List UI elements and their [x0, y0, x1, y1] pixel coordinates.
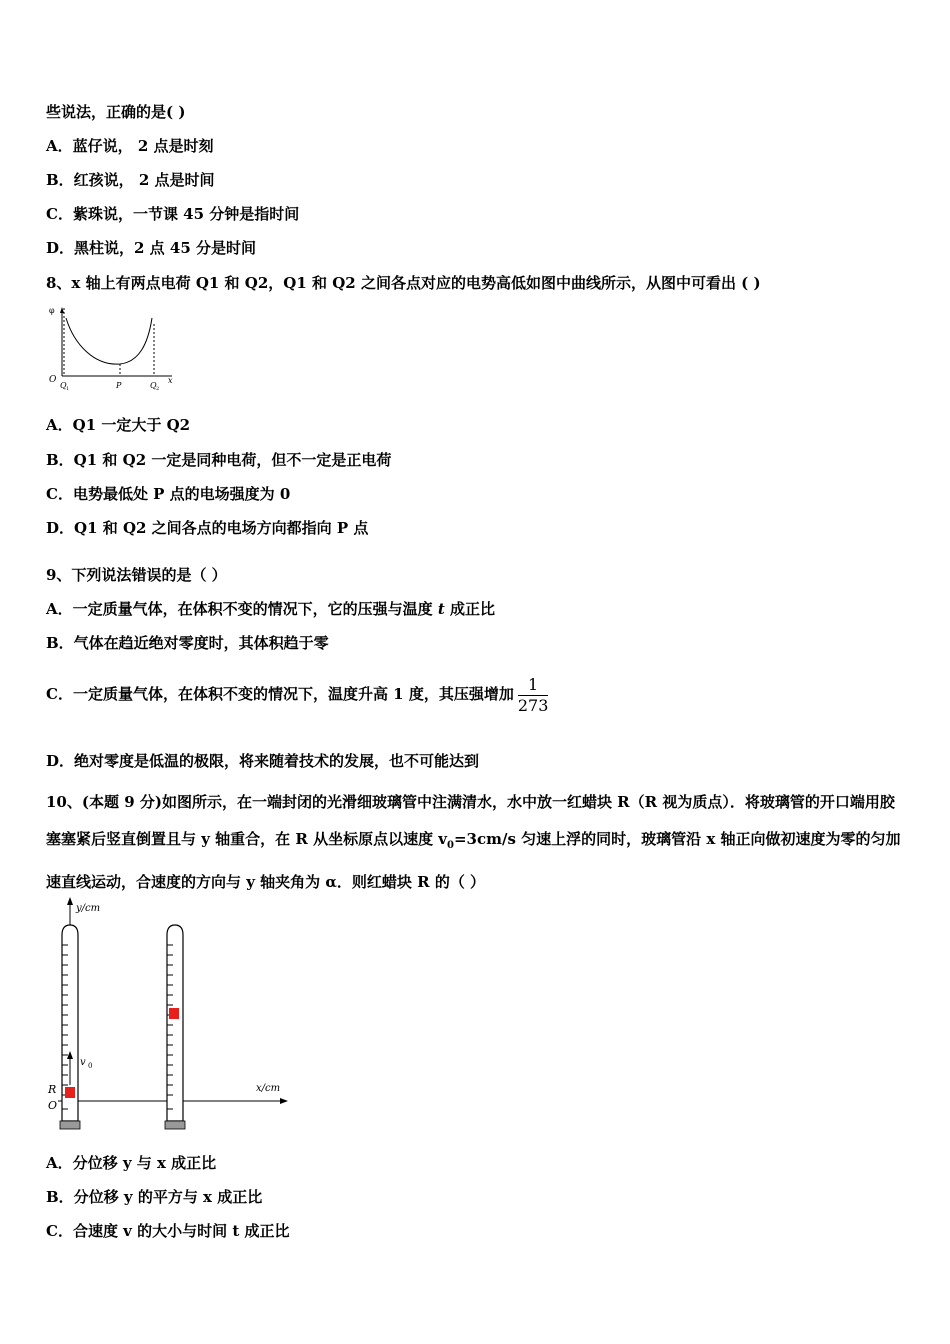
q8-fig-q2-sub: 2	[156, 386, 160, 392]
q10-option-b: B．分位移 y 的平方与 x 成正比	[46, 1188, 263, 1206]
q8-potential-figure	[44, 304, 190, 392]
q7-option-a: A．蓝仔说， 2 点是时刻	[46, 137, 214, 155]
q7-option-b: B．红孩说， 2 点是时间	[46, 171, 215, 189]
q10-option-a: A．分位移 y 与 x 成正比	[46, 1154, 217, 1172]
q8-stem: 8、x 轴上有两点电荷 Q1 和 Q2，Q1 和 Q2 之间各点对应的电势高低如图中曲线所示，从图中可看出 ( )	[46, 274, 761, 292]
q8-option-d: D．Q1 和 Q2 之间各点的电场方向都指向 P 点	[46, 519, 369, 537]
q10-red-block-later	[169, 1008, 179, 1019]
q10-fig-o-label: O	[48, 1099, 58, 1112]
q8-fig-q1-sub: 1	[66, 386, 70, 392]
q10-red-block-start	[65, 1087, 75, 1098]
q10-fig-y-label: y/cm	[76, 903, 101, 914]
q8-fig-q1: Q	[60, 381, 67, 390]
q7-option-d: D．黑柱说，2 点 45 分是时间	[46, 239, 256, 257]
q8-fig-q2: Q	[150, 381, 157, 390]
q7-stem-tail: 些说法，正确的是( )	[46, 103, 186, 121]
q9-option-d: D．绝对零度是低温的极限，将来随着技术的发展，也不可能达到	[46, 752, 480, 770]
q8-fig-y-label: φ	[49, 306, 55, 315]
q7-option-c: C．紫珠说，一节课 45 分钟是指时间	[46, 205, 300, 223]
q10-fig-x-label: x/cm	[256, 1083, 281, 1094]
q9-fraction: $\frac{1}{273}$	[517, 674, 549, 715]
q9-option-c: C．一定质量气体，在体积不变的情况下，温度升高 1 度，其压强增加 $\frac{1}{273}$	[46, 674, 549, 715]
q10-stem: 10、(本题 9 分)如图所示，在一端封闭的光滑细玻璃管中注满清水，水中放一红蜡块 R（R 视为质点）．将玻璃管的开口端用胶塞塞紧后竖直倒置且与 y 轴重合，在 R 从坐标原点以速度 $v_0=3cm/s$ 匀速上浮的同时，玻璃管沿 x 轴正向做初速度为零的匀加速直线运动，合速度的方向与 y 轴夹角为 α．则红蜡块 R 的（ ）	[46, 793, 901, 891]
q8-option-b: B．Q1 和 Q2 一定是同种电荷，但不一定是正电荷	[46, 451, 392, 469]
q9-option-b: B．气体在趋近绝对零度时，其体积趋于零	[46, 634, 329, 652]
q8-fig-p: P	[116, 381, 122, 390]
q8-fig-x-label: x	[168, 376, 173, 385]
q8-option-c: C．电势最低处 P 点的电场强度为 0	[46, 485, 291, 503]
q8-option-a: A．Q1 一定大于 Q2	[46, 416, 191, 434]
q9-option-a-var: t	[437, 600, 445, 618]
q8-fig-origin: O	[49, 375, 57, 385]
q10-fig-v-label: v	[80, 1057, 86, 1068]
q10-option-c: C．合速度 v 的大小与时间 t 成正比	[46, 1222, 290, 1240]
q9-option-a: A．一定质量气体，在体积不变的情况下，它的压强与温度 t 成正比	[46, 600, 496, 618]
q10-fig-r-label: R	[48, 1083, 57, 1096]
q10-fig-v-sub: 0	[88, 1062, 93, 1070]
q10-tube-figure	[44, 895, 294, 1135]
q9-stem: 9、下列说法错误的是（ ）	[46, 566, 227, 584]
